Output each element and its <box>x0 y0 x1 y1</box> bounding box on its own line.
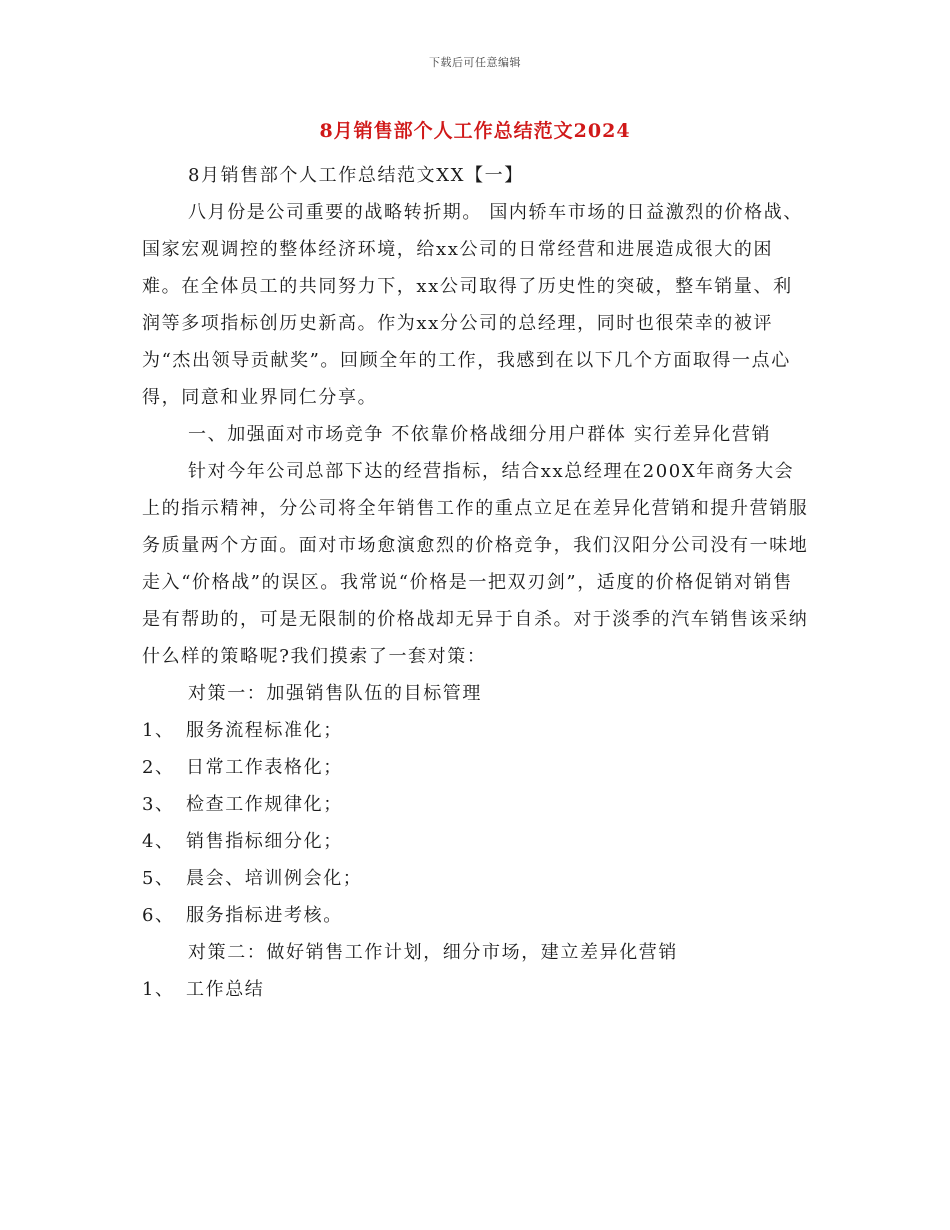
list-item <box>142 823 812 860</box>
strategy-one-heading: 对策一：加强销售队伍的目标管理 <box>188 683 482 704</box>
list-item-number: 1、 <box>142 979 175 1000</box>
list-item-number: 5、 <box>142 868 175 889</box>
strategy-two-heading: 对策二：做好销售工作计划，细分市场，建立差异化营销 <box>188 942 678 963</box>
list-item-text: 服务指标进考核。 <box>186 905 343 926</box>
list-item-text: 检查工作规律化； <box>186 794 343 815</box>
document-body <box>142 157 812 1008</box>
list-item-text: 工作总结 <box>186 979 265 1000</box>
list-item-text: 销售指标细分化； <box>186 831 343 852</box>
list-item <box>142 786 812 823</box>
list-item <box>142 749 812 786</box>
section-heading-one: 一、加强面对市场竞争 不依靠价格战细分用户群体 实行差异化营销 <box>188 424 772 445</box>
page-title: 8月销售部个人工作总结范文2024 <box>319 120 631 142</box>
list-item-number: 2、 <box>142 757 175 778</box>
list-item-number: 1、 <box>142 720 175 741</box>
paragraph-strategy-context: 针对今年公司总部下达的经营指标，结合xx总经理在200X年商务大会上的指示精神，分公司将全年销售工作的重点立足在差异化营销和提升营销服务质量两个方面。面对市场愈演愈烈的价格竞争，我们汉阳分公司没有一味地走入“价格战”的误区。我常说“价格是一把双刃剑”，适度的价格促销对销售是有帮助的，可是无限制的价格战却无异于自杀。对于淡季的汽车销售该采纳什么样的策略呢?我们摸索了一套对策： <box>142 461 809 667</box>
list-item-text: 服务流程标准化； <box>186 720 343 741</box>
list-item <box>142 897 812 934</box>
list-item <box>142 971 812 1008</box>
list-item-number: 3、 <box>142 794 175 815</box>
list-item-text: 日常工作表格化； <box>186 757 343 778</box>
list-item-number: 4、 <box>142 831 175 852</box>
list-item <box>142 860 812 897</box>
paragraph-intro: 八月份是公司重要的战略转折期。 国内轿车市场的日益激烈的价格战、国家宏观调控的整体经济环境，给xx公司的日常经营和进展造成很大的困难。在全体员工的共同努力下，xx公司取得了历史性的突破，整车销量、利润等多项指标创历史新高。作为xx分公司的总经理，同时也很荣幸的被评为“杰出领导贡献奖”。回顾全年的工作，我感到在以下几个方面取得一点心得，同意和业界同仁分享。 <box>142 202 803 408</box>
list-item-text: 晨会、培训例会化； <box>186 868 363 889</box>
list-item <box>142 712 812 749</box>
list-item-number: 6、 <box>142 905 175 926</box>
section-subtitle: 8月销售部个人工作总结范文XX【一】 <box>188 165 524 186</box>
header-note: 下载后可任意编辑 <box>429 56 521 69</box>
